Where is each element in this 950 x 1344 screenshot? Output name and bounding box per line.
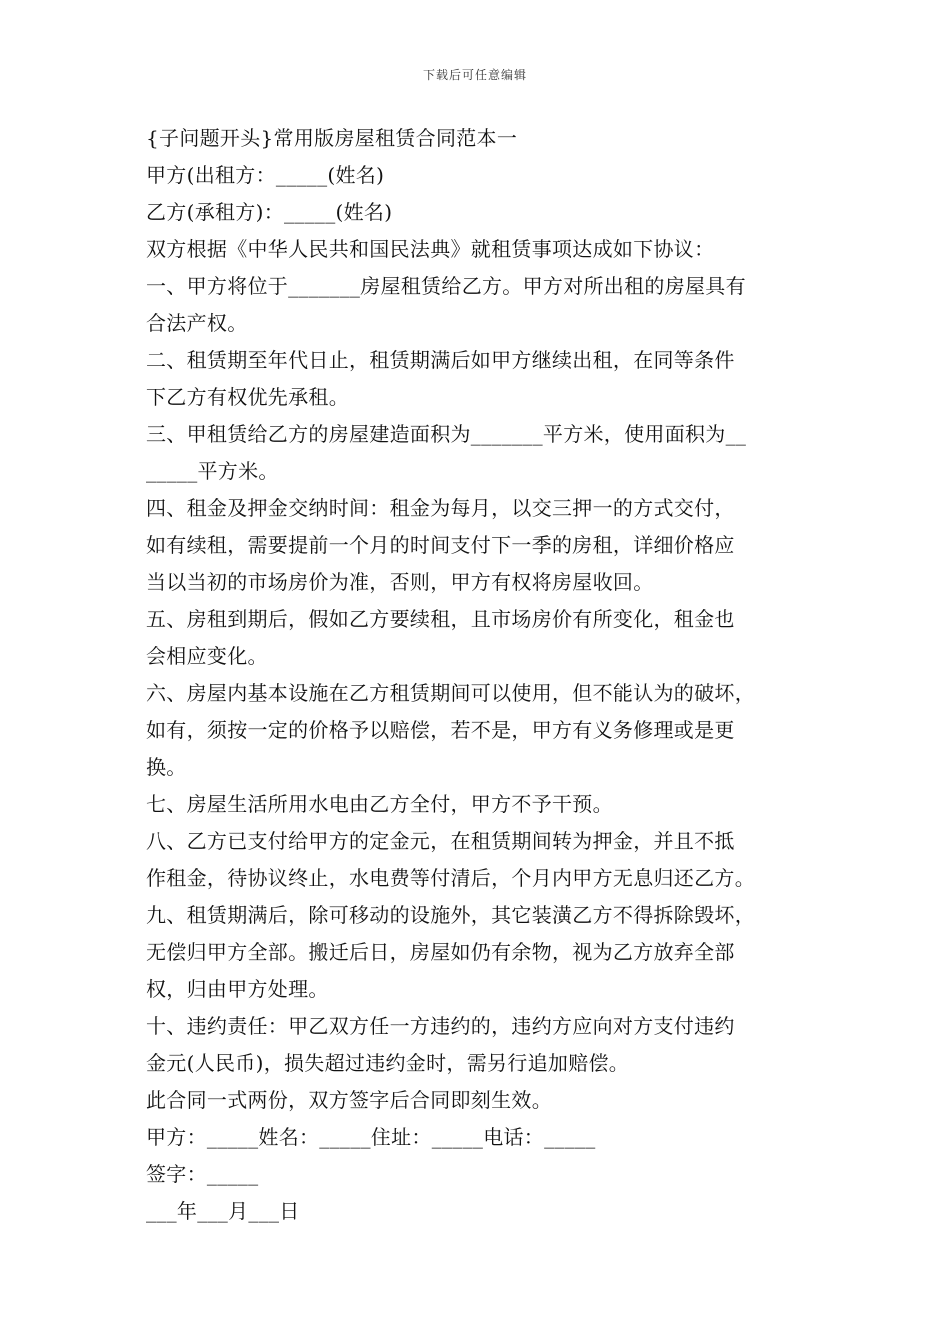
clause-1-line-2: 合法产权。 [146,311,248,335]
clause-8-line-1: 八、乙方已支付给甲方的定金元，在租赁期间转为押金，并且不抵 [146,829,735,853]
clause-8-line-2: 作租金，待协议终止，水电费等付清后，个月内甲方无息归还乙方。 [146,866,755,890]
clause-6-line-1: 六、房屋内基本设施在乙方租赁期间可以使用，但不能认为的破坏， [146,681,755,705]
clause-3-line-1: 三、甲租赁给乙方的房屋建造面积为_______平方米，使用面积为__ [146,422,747,446]
party-a-line: 甲方(出租方：_____(姓名) [146,163,385,187]
signature-line: 签字：_____ [146,1162,259,1186]
party-a-signature-fields: 甲方：_____姓名：_____住址：_____电话：_____ [146,1125,596,1149]
clause-2-line-1: 二、租赁期至年代日止，租赁期满后如甲方继续出租，在同等条件 [146,348,735,372]
clause-2-line-2: 下乙方有权优先承租。 [146,385,349,409]
clause-3-line-2: _____平方米。 [146,459,279,483]
clause-4-line-1: 四、租金及押金交纳时间：租金为每月，以交三押一的方式交付， [146,496,735,520]
agreement-intro: 双方根据《中华人民共和国民法典》就租赁事项达成如下协议： [146,237,715,261]
clause-5-line-2: 会相应变化。 [146,644,268,668]
contract-body [146,120,826,1230]
clause-4-line-3: 当以当初的市场房价为准，否则，甲方有权将房屋收回。 [146,570,654,594]
clause-7-line-1: 七、房屋生活所用水电由乙方全付，甲方不予干预。 [146,792,613,816]
clause-9-line-1: 九、租赁期满后，除可移动的设施外，其它装潢乙方不得拆除毁坏， [146,903,755,927]
document-title: {子问题开头}常用版房屋租赁合同范本一 [146,126,518,150]
clause-6-line-2: 如有，须按一定的价格予以赔偿，若不是，甲方有义务修理或是更 [146,718,735,742]
page-header-note: 下载后可任意编辑 [422,68,527,82]
clause-6-line-3: 换。 [146,755,187,779]
clause-10-line-1: 十、违约责任：甲乙双方任一方违约的，违约方应向对方支付违约 [146,1014,735,1038]
clause-9-line-3: 权，归由甲方处理。 [146,977,329,1001]
clause-1-line-1: 一、甲方将位于_______房屋租赁给乙方。甲方对所出租的房屋具有 [146,274,746,298]
clause-4-line-2: 如有续租，需要提前一个月的时间支付下一季的房租，详细价格应 [146,533,735,557]
clause-5-line-1: 五、房租到期后，假如乙方要续租，且市场房价有所变化，租金也 [146,607,735,631]
clause-10-line-2: 金元(人民币)，损失超过违约金时，需另行追加赔偿。 [146,1051,630,1075]
party-b-line: 乙方(承租方)：_____(姓名) [146,200,393,224]
date-line: ___年___月___日 [146,1199,300,1223]
effectivity-statement: 此合同一式两份，双方签字后合同即刻生效。 [146,1088,552,1112]
clause-9-line-2: 无偿归甲方全部。搬迁后日，房屋如仍有余物，视为乙方放弃全部 [146,940,735,964]
